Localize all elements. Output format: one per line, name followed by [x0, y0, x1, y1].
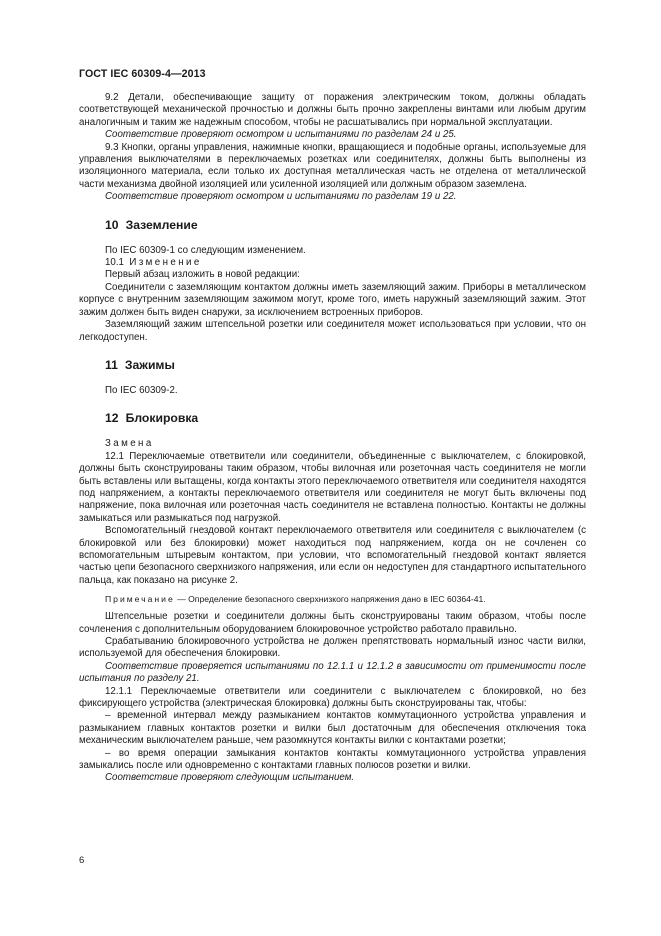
para-9-2-compliance: Соответствие проверяют осмотром и испытаниями по разделам 24 и 25. [105, 129, 457, 141]
para-12-wear: Срабатыванию блокировочного устройства не должен препятствовать нормальный износ части вилки, используемой для обеспечения блокировки. [79, 636, 586, 660]
page-number: 6 [79, 855, 85, 866]
list-item-2: – во время операции замыкания контактов контакты коммутационного устройства управления замыкались после или одновременно с контактами главных полюсов розетки и вилки. [79, 747, 586, 772]
section-10-heading [105, 218, 586, 233]
para-12-compliance-1: Соответствие проверяется испытаниями по 12.1.1 и 12.1.2 в зависимости от применимости после испытания по разделу 21. [79, 660, 586, 685]
para-10-intro: По IEC 60309-1 со следующим изменением. [105, 244, 306, 256]
para-12-compliance-2: Соответствие проверяют следующим испытанием. [105, 772, 355, 784]
para-9-3-compliance: Соответствие проверяют осмотром и испытаниями по разделам 19 и 22. [105, 191, 457, 203]
list-item-1: – временной интервал между размыканием контактов коммутационного устройства управления и размыканием главных контактов розетки и вилки был достаточным для обеспечения отключения тока механическим выключателем раньше, чем разомкнутся контакты вилки с контактами розетки; [79, 710, 586, 747]
section-10-number: 10 [105, 217, 119, 232]
section-11-number: 11 [105, 357, 118, 372]
section-12-title: Блокировка [125, 411, 199, 426]
section-11-heading [105, 358, 586, 373]
para-10-1-number: 10.1 [105, 257, 124, 269]
para-10-1 [79, 257, 586, 269]
para-11-intro: По IEC 60309-2. [105, 384, 178, 396]
para-12-1-1: 12.1.1 Переключаемые ответвители или соединители с выключателем с блокировкой, но без фиксирующего устройства (электрическая блокировка) должны быть сконструированы так, чтобы: [79, 685, 586, 710]
para-12-aux-contact: Вспомогательный гнездовой контакт переключаемого ответвителя или соединителя с выключателем (с блокировкой или без блокировки) может находиться под напряжением, когда он не сочленен со вспомогательным штыревым контактом, при условии, что вспомогательный гнездовой контакт является частью цепи безопасного сверхнизкого напряжения, или если он недоступен для стандартного испытательного пальца, как показано на рисунке 2. [79, 525, 586, 586]
para-9-2: 9.2 Детали, обеспечивающие защиту от поражения электрическим током, должны обладать соответствующей механической прочностью и должны быть прочно закреплены винтами или любым другим аналогичным и таким же надежным способом, чтобы не расшатывались при нормальной эксплуатации. [79, 92, 586, 128]
note-text: — Определение безопасного сверхнизкого напряжения дано в IEC 60364-41. [174, 594, 486, 605]
note-label: Примечание [105, 594, 175, 605]
para-10-first-abzac: Первый абзац изложить в новой редакции: [105, 269, 300, 281]
section-10-title: Заземление [125, 217, 198, 232]
section-12-number: 12 [105, 411, 119, 426]
para-9-3: 9.3 Кнопки, органы управления, нажимные кнопки, вращающиеся и подобные органы, используемые для управления выключателями в переключаемых розетках или соединителях, должны быть выполнены из изоляционного материала, если только их доступная металлическая часть не отделена от металлической части механизма двойной изоляцией или усиленной изоляцией или должным образом заземлена. [79, 141, 586, 190]
para-10-connectors: Соединители с заземляющим контактом должны иметь заземляющий зажим. Приборы в металлическом корпусе с внутренним заземляющим зажимом могут, кроме того, иметь наружный заземляющий зажим. Этот зажим должен быть виден снаружи, за исключением встроенных приборов. [79, 281, 586, 318]
para-12-zamena: Замена [105, 438, 154, 450]
note [79, 593, 586, 605]
para-12-1: 12.1 Переключаемые ответвители или соединители, объединенные с выключателем, с блокировкой, должны быть сконструированы таким образом, чтобы вилочная или розеточная часть соединителя не могли быть вставлены или вытащены, когда контакты этого переключаемого ответвителя или соединителя находятся под напряжением, а контакты переключаемого ответвителя или соединителя не могут быть включены под напряжение, пока вилочная или розеточная часть соединителя не вставлена полностью. Контакты не должны замыкаться или размыкаться под нагрузкой. [79, 450, 586, 524]
running-header: ГОСТ IEC 60309-4—2013 [79, 68, 206, 80]
para-12-sockets: Штепсельные розетки и соединители должны быть сконструированы таким образом, чтобы после сочленения с дополнительным оборудованием блокировочное устройство работало правильно. [79, 611, 586, 635]
para-10-1-label: Изменение [129, 257, 202, 269]
para-10-terminal: Заземляющий зажим штепсельной розетки или соединителя может использоваться при условии, что он легкодоступен. [79, 319, 586, 343]
page-content [79, 92, 586, 785]
section-12-heading [105, 411, 586, 426]
section-11-title: Зажимы [124, 357, 175, 372]
